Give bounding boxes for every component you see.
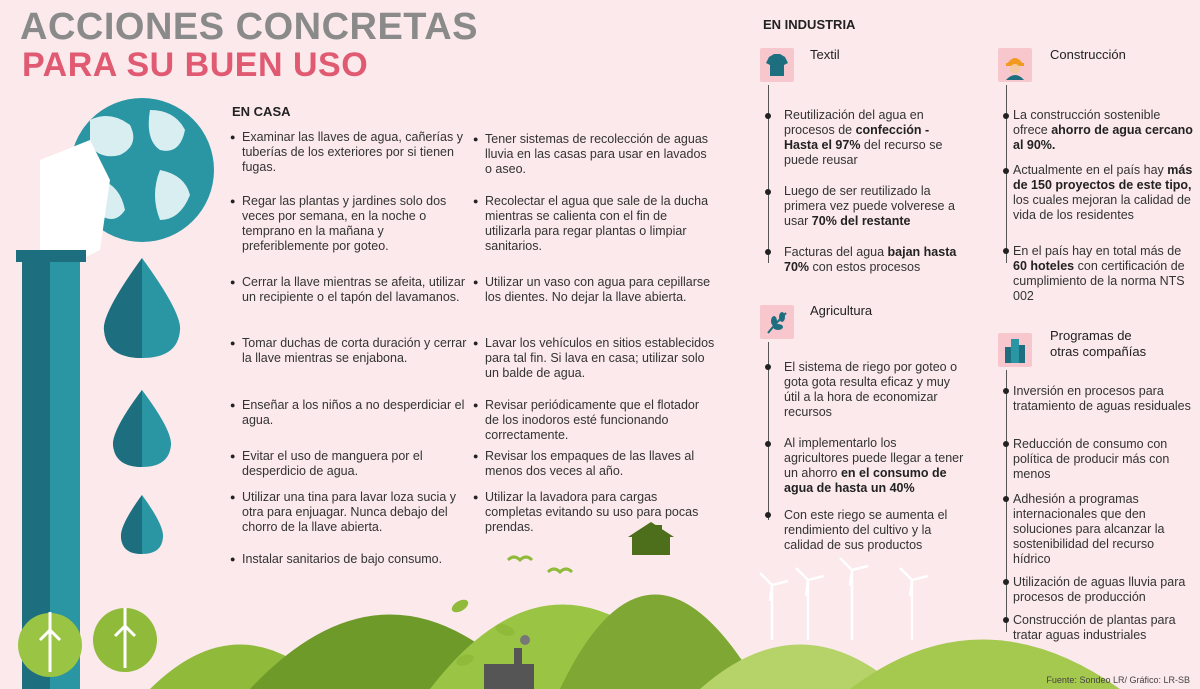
- water-drop-icon: [113, 390, 171, 467]
- casa-item: ● Recolectar el agua que sale de la ducha mientras se calienta con el fin de utilizarla para regar plantas o limpiar sanitarios.: [473, 194, 715, 254]
- section-heading-industria: EN INDUSTRIA: [763, 17, 856, 32]
- section-heading-casa: EN CASA: [232, 104, 291, 119]
- bullet-dot: [765, 441, 771, 447]
- bullet-dot: [1003, 496, 1009, 502]
- casa-item: ● Revisar los empaques de las llaves al menos dos veces al año.: [473, 449, 715, 479]
- bullet-dot: [1003, 248, 1009, 254]
- otras-item-3: Adhesión a programas internacionales que den soluciones para alcanzar la sostenibilidad del recurso hídrico: [1013, 492, 1165, 566]
- casa-item: ● Revisar periódicamente que el flotador de los inodoros esté funcionando correctamente.: [473, 398, 715, 443]
- construccion-item-3: En el país hay en total más de 60 hoteles con certificación de cumplimiento de la norma NTS 002: [1013, 244, 1185, 303]
- otras-title-1: Programas de: [1050, 328, 1132, 343]
- casa-item: ● Regar las plantas y jardines solo dos veces por semana, en la noche o temprano en la mañana y preferiblemente por goteo.: [230, 194, 472, 254]
- water-drop-icon: [121, 495, 163, 554]
- otras-item-4: Utilización de aguas lluvia para procesos de producción: [1013, 575, 1186, 604]
- windmill-icon: [760, 558, 928, 640]
- bullet-dot: [765, 189, 771, 195]
- source-credit: Fuente: Sondeo LR/ Gráfico: LR-SB: [1046, 675, 1190, 685]
- agricultura-item-2: Al implementarlo los agricultores puede llegar a tener un ahorro en el consumo de agua de hasta un 40%: [784, 436, 964, 495]
- bullet-dot: [1003, 113, 1009, 119]
- otras-item-1: Inversión en procesos para tratamiento de aguas residuales: [1013, 384, 1191, 413]
- casa-item: ● Instalar sanitarios de bajo consumo.: [230, 552, 472, 567]
- otras-item-5: Construcción de plantas para tratar aguas industriales: [1013, 613, 1176, 642]
- textil-item-3: Facturas del agua bajan hasta 70% con estos procesos: [784, 245, 957, 274]
- construccion-title: Construcción: [1050, 47, 1126, 62]
- bullet-dot: [765, 512, 771, 518]
- casa-item: ● Examinar las llaves de agua, cañerías y tuberías de los exteriores por si tienen fugas.: [230, 130, 472, 175]
- casa-item: ● Utilizar un vaso con agua para cepillarse los dientes. No dejar la llave abierta.: [473, 275, 715, 305]
- construccion-timeline: [1006, 85, 1007, 263]
- title-line-2: PARA SU BUEN USO: [22, 46, 369, 84]
- worker-helmet-icon: [998, 48, 1032, 82]
- bullet-dot: [1003, 441, 1009, 447]
- bullet-dot: [1003, 168, 1009, 174]
- casa-item: ● Tomar duchas de corta duración y cerrar la llave mientras se enjabona.: [230, 336, 472, 366]
- bullet-dot: [765, 113, 771, 119]
- casa-item: ● Utilizar la lavadora para cargas completas evitando su uso para pocas prendas.: [473, 490, 715, 535]
- shirt-icon: [760, 48, 794, 82]
- textil-item-1: Reutilización del agua en procesos de confección - Hasta el 97% del recurso se puede reusar: [784, 108, 943, 167]
- agricultura-item-1: El sistema de riego por goteo o gota gota resulta eficaz y muy útil a la hora de economizar recursos: [784, 360, 958, 419]
- textil-title: Textil: [810, 47, 840, 62]
- casa-item: ● Utilizar una tina para lavar loza sucia y otra para enjuagar. Nunca debajo del chorro de la llave abierta.: [230, 490, 472, 535]
- textil-item-2: Luego de ser reutilizado la primera vez puede volverese a usar 70% del restante: [784, 184, 955, 228]
- textil-timeline: [768, 85, 769, 263]
- agricultura-title: Agricultura: [810, 303, 873, 318]
- bullet-dot: [1003, 617, 1009, 623]
- casa-item: ● Lavar los vehículos en sitios establecidos para tal fin. Si lava en casa; utilizar solo un balde de agua.: [473, 336, 715, 381]
- casa-item: ● Enseñar a los niños a no desperdiciar el agua.: [230, 398, 472, 428]
- otras-item-2: Reducción de consumo con política de producir más con menos: [1013, 437, 1170, 481]
- otras-title-2: otras compañías: [1050, 344, 1147, 359]
- bullet-dot: [765, 249, 771, 255]
- plant-icon: [760, 305, 794, 339]
- casa-item: ● Evitar el uso de manguera por el desperdicio de agua.: [230, 449, 472, 479]
- construccion-item-2: Actualmente en el país hay más de 150 proyectos de este tipo, los cuales mejoran la calidad de vida de los residentes: [1013, 163, 1193, 222]
- agricultura-item-3: Con este riego se aumenta el rendimiento del cultivo y la calidad de sus productos: [784, 508, 948, 552]
- bullet-dot: [1003, 579, 1009, 585]
- bullet-dot: [765, 364, 771, 370]
- construccion-item-1: La construcción sostenible ofrece ahorro de agua cercano al 90%.: [1013, 108, 1193, 152]
- water-drop-icon: [104, 258, 180, 358]
- building-icon: [998, 333, 1032, 367]
- bullet-dot: [1003, 388, 1009, 394]
- arm-icon: [16, 140, 110, 689]
- casa-item: ● Tener sistemas de recolección de aguas lluvia en las casas para usar en lavados o aseo.: [473, 132, 715, 177]
- casa-item: ● Cerrar la llave mientras se afeita, utilizar un recipiente o el tapón del lavamanos.: [230, 275, 472, 305]
- title-line-1: ACCIONES CONCRETAS: [20, 6, 478, 48]
